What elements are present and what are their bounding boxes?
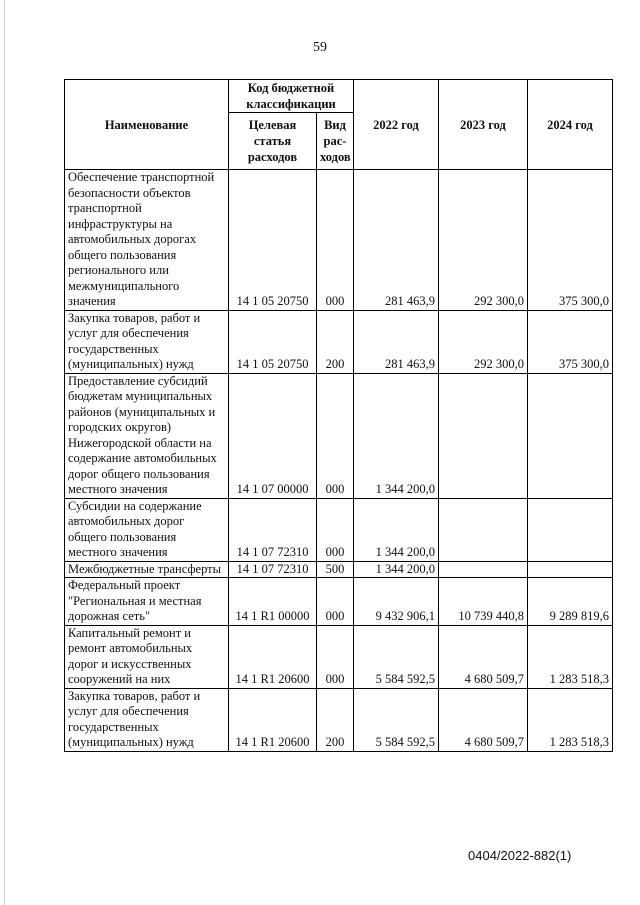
header-name: Наименование: [65, 80, 229, 170]
header-2024: 2024 год: [528, 80, 613, 170]
table-row: [65, 373, 613, 498]
row-value-2023: [439, 373, 528, 498]
row-value-2022: 1 344 200,0: [354, 561, 439, 578]
table-row: [65, 561, 613, 578]
header-2023: 2023 год: [439, 80, 528, 170]
row-expense-kind: 000: [317, 578, 354, 626]
row-expense-kind: 000: [317, 170, 354, 311]
row-value-2023: 10 739 440,8: [439, 578, 528, 626]
row-value-2023: [439, 498, 528, 561]
row-expense-kind: 000: [317, 625, 354, 688]
row-value-2024: 1 283 518,3: [528, 625, 613, 688]
row-name: Закупка товаров, работ и услуг для обеспечения государственных (муниципальных) нужд: [65, 310, 229, 373]
row-value-2022: 9 432 906,1: [354, 578, 439, 626]
table-row: [65, 498, 613, 561]
table-row: [65, 170, 613, 311]
row-value-2023: 4 680 509,7: [439, 625, 528, 688]
row-value-2024: 375 300,0: [528, 310, 613, 373]
table-row: [65, 625, 613, 688]
header-code-group: Код бюджетной классификации: [229, 80, 354, 113]
row-name: Предоставление субсидий бюджетам муниципальных районов (муниципальных и городских округов) Нижегородской области на содержание автомобильных дорог общего пользования местного значения: [65, 373, 229, 498]
row-value-2024: 9 289 819,6: [528, 578, 613, 626]
row-target-code: 14 1 07 72310: [229, 561, 317, 578]
row-value-2022: 281 463,9: [354, 170, 439, 311]
row-value-2022: 1 344 200,0: [354, 373, 439, 498]
row-value-2024: [528, 498, 613, 561]
row-value-2023: 292 300,0: [439, 310, 528, 373]
row-value-2024: [528, 373, 613, 498]
row-value-2024: 1 283 518,3: [528, 688, 613, 751]
row-name: Капитальный ремонт и ремонт автомобильных дорог и искусственных сооружений на них: [65, 625, 229, 688]
row-name: Федеральный проект "Региональная и местная дорожная сеть": [65, 578, 229, 626]
row-value-2022: 5 584 592,5: [354, 625, 439, 688]
table-row: [65, 578, 613, 626]
budget-table: [64, 79, 613, 752]
row-name: Межбюджетные трансферты: [65, 561, 229, 578]
header-row-1: [65, 80, 613, 113]
row-name: Субсидии на содержание автомобильных дорог общего пользования местного значения: [65, 498, 229, 561]
header-target: Целевая статья расходов: [229, 113, 317, 170]
row-target-code: 14 1 07 00000: [229, 373, 317, 498]
page-number: 59: [313, 40, 327, 55]
header-kind: Вид рас-ходов: [317, 113, 354, 170]
row-value-2023: 292 300,0: [439, 170, 528, 311]
row-name: Обеспечение транспортной безопасности объектов транспортной инфраструктуры на автомобильных дорогах общего пользования регионального или межмуниципального значения: [65, 170, 229, 311]
row-expense-kind: 200: [317, 688, 354, 751]
row-target-code: 14 1 R1 00000: [229, 578, 317, 626]
row-value-2024: [528, 561, 613, 578]
row-name: Закупка товаров, работ и услуг для обеспечения государственных (муниципальных) нужд: [65, 688, 229, 751]
row-value-2022: 1 344 200,0: [354, 498, 439, 561]
row-value-2024: 375 300,0: [528, 170, 613, 311]
row-expense-kind: 500: [317, 561, 354, 578]
row-target-code: 14 1 05 20750: [229, 170, 317, 311]
scan-edge-line: [4, 0, 5, 905]
row-target-code: 14 1 05 20750: [229, 310, 317, 373]
row-target-code: 14 1 R1 20600: [229, 688, 317, 751]
row-expense-kind: 000: [317, 373, 354, 498]
row-value-2023: [439, 561, 528, 578]
table-row: [65, 310, 613, 373]
row-expense-kind: 000: [317, 498, 354, 561]
row-target-code: 14 1 07 72310: [229, 498, 317, 561]
table-row: [65, 688, 613, 751]
row-target-code: 14 1 R1 20600: [229, 625, 317, 688]
header-2022: 2022 год: [354, 80, 439, 170]
document-code: 0404/2022-882(1): [468, 848, 572, 863]
row-value-2022: 281 463,9: [354, 310, 439, 373]
row-expense-kind: 200: [317, 310, 354, 373]
row-value-2022: 5 584 592,5: [354, 688, 439, 751]
row-value-2023: 4 680 509,7: [439, 688, 528, 751]
